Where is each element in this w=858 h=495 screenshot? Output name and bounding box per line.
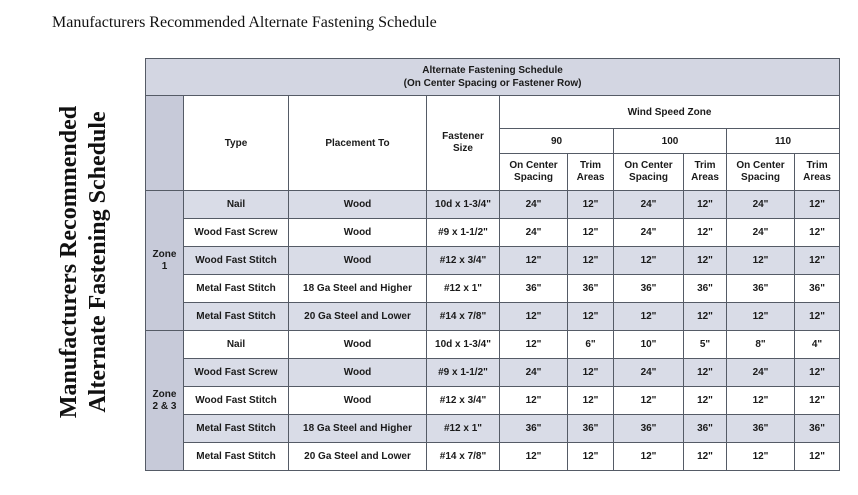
value-cell: 12" <box>727 443 795 471</box>
value-cell: 12" <box>727 303 795 331</box>
table-row <box>146 191 840 219</box>
zone-2-3-label-text: Zone 2 & 3 <box>152 388 177 412</box>
table-row <box>146 219 840 247</box>
zone-1-label-text: Zone 1 <box>152 248 177 272</box>
fastener-size-header-text: Fastener Size <box>442 131 484 154</box>
value-cell: 24" <box>727 191 795 219</box>
value-cell: 24" <box>727 359 795 387</box>
value-cell: 12" <box>795 219 840 247</box>
value-cell: 12" <box>500 303 568 331</box>
value-cell: 12" <box>614 387 684 415</box>
size-cell: 10d x 1-3/4" <box>427 331 500 359</box>
fastener-size-header <box>427 96 500 191</box>
type-header: Type <box>184 96 289 191</box>
type-cell: Metal Fast Stitch <box>184 275 289 303</box>
value-cell: 24" <box>614 359 684 387</box>
value-cell: 12" <box>795 191 840 219</box>
value-cell: 36" <box>727 275 795 303</box>
size-cell: #9 x 1-1/2" <box>427 219 500 247</box>
value-cell: 12" <box>727 247 795 275</box>
table-row <box>146 331 840 359</box>
value-cell: 12" <box>684 191 727 219</box>
value-cell: 12" <box>795 247 840 275</box>
value-cell: 24" <box>727 219 795 247</box>
vertical-title-line-1: Manufacturers Recommended <box>56 105 82 419</box>
table-caption <box>146 59 840 96</box>
placement-cell: Wood <box>289 387 427 415</box>
placement-cell: 20 Ga Steel and Lower <box>289 443 427 471</box>
trim-text-100: Trim Areas <box>691 160 719 183</box>
value-cell: 12" <box>568 219 614 247</box>
caption-line-2: (On Center Spacing or Fastener Row) <box>403 78 582 89</box>
on-center-header-110 <box>727 154 795 191</box>
type-cell: Wood Fast Screw <box>184 219 289 247</box>
on-center-header-100 <box>614 154 684 191</box>
value-cell: 12" <box>727 387 795 415</box>
size-cell: #14 x 7/8" <box>427 443 500 471</box>
table-row <box>146 303 840 331</box>
value-cell: 36" <box>795 275 840 303</box>
vertical-title-line-2: Alternate Fastening Schedule <box>85 111 111 413</box>
value-cell: 12" <box>500 443 568 471</box>
value-cell: 36" <box>684 415 727 443</box>
trim-header-90 <box>568 154 614 191</box>
value-cell: 24" <box>500 359 568 387</box>
value-cell: 36" <box>614 415 684 443</box>
on-center-text-110: On Center Spacing <box>736 160 785 183</box>
trim-header-100 <box>684 154 727 191</box>
placement-cell: 18 Ga Steel and Higher <box>289 415 427 443</box>
placement-cell: Wood <box>289 191 427 219</box>
value-cell: 36" <box>500 275 568 303</box>
value-cell: 12" <box>795 387 840 415</box>
wind-speed-zone-header: Wind Speed Zone <box>500 96 840 129</box>
value-cell: 12" <box>614 443 684 471</box>
value-cell: 12" <box>614 303 684 331</box>
size-cell: #12 x 1" <box>427 415 500 443</box>
value-cell: 12" <box>684 443 727 471</box>
speed-110-header: 110 <box>727 129 840 154</box>
value-cell: 24" <box>614 219 684 247</box>
table-row <box>146 387 840 415</box>
speed-90-header: 90 <box>500 129 614 154</box>
value-cell: 12" <box>568 443 614 471</box>
type-cell: Wood Fast Screw <box>184 359 289 387</box>
value-cell: 6" <box>568 331 614 359</box>
value-cell: 12" <box>684 219 727 247</box>
trim-header-110 <box>795 154 840 191</box>
trim-text-90: Trim Areas <box>576 160 605 183</box>
table-row <box>146 247 840 275</box>
on-center-text-100: On Center Spacing <box>624 160 673 183</box>
zone-2-3-label <box>146 331 184 471</box>
value-cell: 12" <box>568 191 614 219</box>
document-heading: Manufacturers Recommended Alternate Fastening Schedule <box>52 14 437 31</box>
value-cell: 24" <box>500 219 568 247</box>
placement-cell: Wood <box>289 331 427 359</box>
table-row <box>146 415 840 443</box>
value-cell: 12" <box>614 247 684 275</box>
value-cell: 4" <box>795 331 840 359</box>
table-row <box>146 275 840 303</box>
value-cell: 36" <box>614 275 684 303</box>
type-cell: Wood Fast Stitch <box>184 247 289 275</box>
value-cell: 36" <box>568 275 614 303</box>
on-center-header-90 <box>500 154 568 191</box>
value-cell: 12" <box>568 387 614 415</box>
value-cell: 36" <box>500 415 568 443</box>
value-cell: 12" <box>795 359 840 387</box>
type-cell: Nail <box>184 331 289 359</box>
type-cell: Metal Fast Stitch <box>184 443 289 471</box>
value-cell: 12" <box>568 359 614 387</box>
value-cell: 36" <box>684 275 727 303</box>
value-cell: 5" <box>684 331 727 359</box>
placement-header: Placement To <box>289 96 427 191</box>
value-cell: 12" <box>500 247 568 275</box>
value-cell: 36" <box>568 415 614 443</box>
fastening-schedule-table <box>145 58 840 471</box>
value-cell: 12" <box>568 247 614 275</box>
value-cell: 12" <box>684 387 727 415</box>
size-cell: #12 x 3/4" <box>427 247 500 275</box>
size-cell: #14 x 7/8" <box>427 303 500 331</box>
value-cell: 12" <box>500 331 568 359</box>
value-cell: 12" <box>795 303 840 331</box>
placement-cell: Wood <box>289 219 427 247</box>
placement-cell: Wood <box>289 359 427 387</box>
trim-text-110: Trim Areas <box>803 160 831 183</box>
placement-cell: Wood <box>289 247 427 275</box>
value-cell: 12" <box>795 443 840 471</box>
speed-100-header: 100 <box>614 129 727 154</box>
on-center-text-90: On Center Spacing <box>509 160 558 183</box>
table-row <box>146 443 840 471</box>
size-cell: 10d x 1-3/4" <box>427 191 500 219</box>
size-cell: #12 x 1" <box>427 275 500 303</box>
type-cell: Metal Fast Stitch <box>184 415 289 443</box>
placement-cell: 20 Ga Steel and Lower <box>289 303 427 331</box>
value-cell: 12" <box>568 303 614 331</box>
value-cell: 36" <box>727 415 795 443</box>
value-cell: 12" <box>684 359 727 387</box>
zone-1-label <box>146 191 184 331</box>
size-cell: #9 x 1-1/2" <box>427 359 500 387</box>
value-cell: 12" <box>684 303 727 331</box>
value-cell: 24" <box>614 191 684 219</box>
size-cell: #12 x 3/4" <box>427 387 500 415</box>
caption-line-1: Alternate Fastening Schedule <box>422 65 563 76</box>
type-cell: Wood Fast Stitch <box>184 387 289 415</box>
zone-header-blank <box>146 96 184 191</box>
value-cell: 12" <box>500 387 568 415</box>
table-row <box>146 359 840 387</box>
value-cell: 24" <box>500 191 568 219</box>
vertical-title <box>52 72 116 452</box>
type-cell: Metal Fast Stitch <box>184 303 289 331</box>
value-cell: 8" <box>727 331 795 359</box>
type-cell: Nail <box>184 191 289 219</box>
vertical-title-text <box>55 72 113 452</box>
value-cell: 36" <box>795 415 840 443</box>
placement-cell: 18 Ga Steel and Higher <box>289 275 427 303</box>
value-cell: 10" <box>614 331 684 359</box>
value-cell: 12" <box>684 247 727 275</box>
